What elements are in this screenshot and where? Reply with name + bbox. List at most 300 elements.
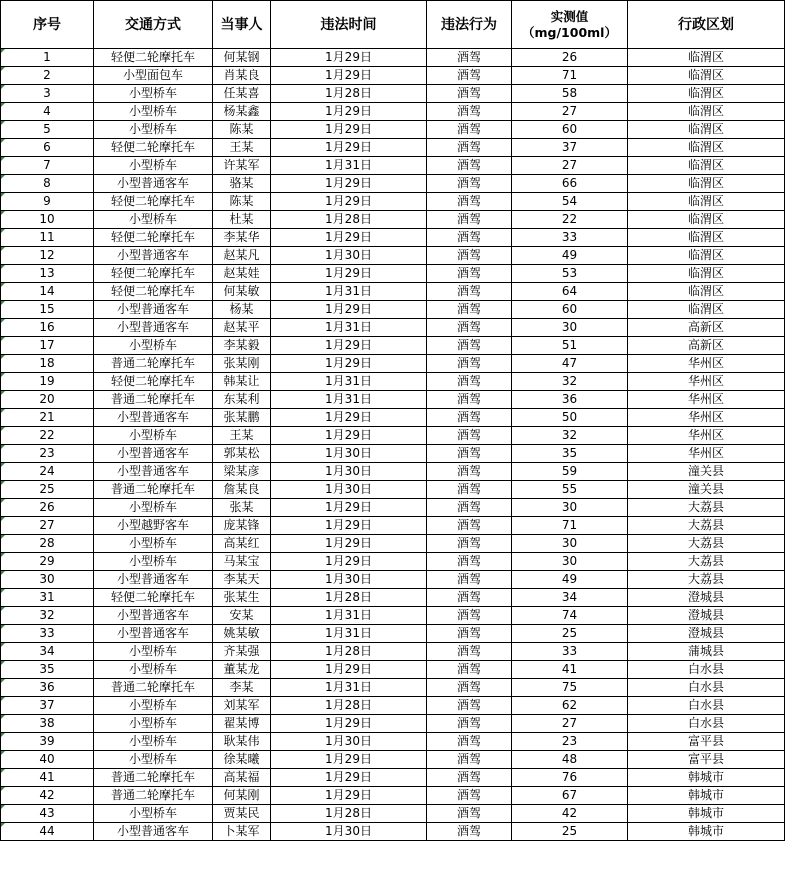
- cell-seq[interactable]: 40: [1, 751, 94, 769]
- cell-time[interactable]: 1月31日: [271, 391, 427, 409]
- cell-behavior[interactable]: 酒驾: [427, 67, 512, 85]
- cell-vehicle[interactable]: 普通二轮摩托车: [94, 481, 213, 499]
- cell-value[interactable]: 74: [512, 607, 628, 625]
- cell-seq[interactable]: 14: [1, 283, 94, 301]
- cell-district[interactable]: 韩城市: [628, 823, 785, 841]
- cell-behavior[interactable]: 酒驾: [427, 517, 512, 535]
- cell-district[interactable]: 韩城市: [628, 769, 785, 787]
- cell-time[interactable]: 1月31日: [271, 679, 427, 697]
- header-time[interactable]: 违法时间: [271, 1, 427, 49]
- cell-vehicle[interactable]: 轻便二轮摩托车: [94, 283, 213, 301]
- cell-vehicle[interactable]: 小型普通客车: [94, 175, 213, 193]
- cell-vehicle[interactable]: 小型面包车: [94, 67, 213, 85]
- cell-time[interactable]: 1月29日: [271, 229, 427, 247]
- cell-vehicle[interactable]: 小型普通客车: [94, 823, 213, 841]
- cell-seq[interactable]: 7: [1, 157, 94, 175]
- cell-district[interactable]: 高新区: [628, 337, 785, 355]
- cell-seq[interactable]: 43: [1, 805, 94, 823]
- cell-party[interactable]: 东某利: [213, 391, 271, 409]
- cell-party[interactable]: 张某鹏: [213, 409, 271, 427]
- cell-value[interactable]: 36: [512, 391, 628, 409]
- cell-vehicle[interactable]: 普通二轮摩托车: [94, 787, 213, 805]
- cell-value[interactable]: 27: [512, 157, 628, 175]
- cell-district[interactable]: 临渭区: [628, 265, 785, 283]
- cell-value[interactable]: 71: [512, 67, 628, 85]
- header-vehicle[interactable]: 交通方式: [94, 1, 213, 49]
- cell-value[interactable]: 75: [512, 679, 628, 697]
- cell-value[interactable]: 60: [512, 301, 628, 319]
- cell-vehicle[interactable]: 小型桥车: [94, 85, 213, 103]
- cell-seq[interactable]: 31: [1, 589, 94, 607]
- cell-behavior[interactable]: 酒驾: [427, 553, 512, 571]
- cell-vehicle[interactable]: 轻便二轮摩托车: [94, 193, 213, 211]
- cell-party[interactable]: 翟某博: [213, 715, 271, 733]
- cell-behavior[interactable]: 酒驾: [427, 265, 512, 283]
- cell-time[interactable]: 1月30日: [271, 823, 427, 841]
- cell-district[interactable]: 临渭区: [628, 283, 785, 301]
- cell-seq[interactable]: 18: [1, 355, 94, 373]
- cell-party[interactable]: 赵某娃: [213, 265, 271, 283]
- cell-time[interactable]: 1月28日: [271, 85, 427, 103]
- cell-district[interactable]: 大荔县: [628, 517, 785, 535]
- cell-time[interactable]: 1月29日: [271, 751, 427, 769]
- cell-district[interactable]: 大荔县: [628, 571, 785, 589]
- cell-time[interactable]: 1月29日: [271, 193, 427, 211]
- cell-behavior[interactable]: 酒驾: [427, 589, 512, 607]
- cell-value[interactable]: 30: [512, 553, 628, 571]
- cell-time[interactable]: 1月29日: [271, 103, 427, 121]
- cell-party[interactable]: 任某喜: [213, 85, 271, 103]
- cell-vehicle[interactable]: 普通二轮摩托车: [94, 391, 213, 409]
- cell-party[interactable]: 韩某让: [213, 373, 271, 391]
- cell-party[interactable]: 耿某伟: [213, 733, 271, 751]
- cell-behavior[interactable]: 酒驾: [427, 247, 512, 265]
- cell-value[interactable]: 41: [512, 661, 628, 679]
- cell-party[interactable]: 王某: [213, 139, 271, 157]
- cell-seq[interactable]: 37: [1, 697, 94, 715]
- cell-party[interactable]: 王某: [213, 427, 271, 445]
- cell-vehicle[interactable]: 小型桥车: [94, 805, 213, 823]
- cell-district[interactable]: 白水县: [628, 715, 785, 733]
- cell-vehicle[interactable]: 轻便二轮摩托车: [94, 589, 213, 607]
- cell-district[interactable]: 临渭区: [628, 193, 785, 211]
- cell-value[interactable]: 47: [512, 355, 628, 373]
- cell-behavior[interactable]: 酒驾: [427, 733, 512, 751]
- cell-value[interactable]: 22: [512, 211, 628, 229]
- cell-time[interactable]: 1月30日: [271, 481, 427, 499]
- cell-district[interactable]: 临渭区: [628, 175, 785, 193]
- cell-vehicle[interactable]: 小型普通客车: [94, 409, 213, 427]
- cell-seq[interactable]: 28: [1, 535, 94, 553]
- cell-time[interactable]: 1月29日: [271, 49, 427, 67]
- cell-value[interactable]: 30: [512, 535, 628, 553]
- cell-behavior[interactable]: 酒驾: [427, 229, 512, 247]
- cell-party[interactable]: 李某华: [213, 229, 271, 247]
- cell-time[interactable]: 1月29日: [271, 121, 427, 139]
- cell-behavior[interactable]: 酒驾: [427, 697, 512, 715]
- cell-vehicle[interactable]: 小型越野客车: [94, 517, 213, 535]
- cell-value[interactable]: 30: [512, 319, 628, 337]
- cell-value[interactable]: 42: [512, 805, 628, 823]
- cell-party[interactable]: 赵某凡: [213, 247, 271, 265]
- cell-district[interactable]: 白水县: [628, 697, 785, 715]
- cell-party[interactable]: 卜某军: [213, 823, 271, 841]
- cell-value[interactable]: 33: [512, 229, 628, 247]
- cell-behavior[interactable]: 酒驾: [427, 157, 512, 175]
- cell-district[interactable]: 临渭区: [628, 211, 785, 229]
- cell-party[interactable]: 陈某: [213, 121, 271, 139]
- cell-vehicle[interactable]: 小型桥车: [94, 715, 213, 733]
- cell-party[interactable]: 李某毅: [213, 337, 271, 355]
- cell-value[interactable]: 34: [512, 589, 628, 607]
- cell-value[interactable]: 71: [512, 517, 628, 535]
- cell-behavior[interactable]: 酒驾: [427, 445, 512, 463]
- cell-party[interactable]: 马某宝: [213, 553, 271, 571]
- cell-party[interactable]: 董某龙: [213, 661, 271, 679]
- cell-value[interactable]: 26: [512, 49, 628, 67]
- cell-behavior[interactable]: 酒驾: [427, 481, 512, 499]
- cell-party[interactable]: 李某天: [213, 571, 271, 589]
- cell-seq[interactable]: 44: [1, 823, 94, 841]
- cell-seq[interactable]: 6: [1, 139, 94, 157]
- cell-vehicle[interactable]: 小型桥车: [94, 427, 213, 445]
- cell-value[interactable]: 35: [512, 445, 628, 463]
- cell-district[interactable]: 临渭区: [628, 49, 785, 67]
- cell-value[interactable]: 32: [512, 427, 628, 445]
- cell-seq[interactable]: 5: [1, 121, 94, 139]
- cell-value[interactable]: 48: [512, 751, 628, 769]
- cell-behavior[interactable]: 酒驾: [427, 463, 512, 481]
- cell-district[interactable]: 大荔县: [628, 535, 785, 553]
- cell-vehicle[interactable]: 普通二轮摩托车: [94, 769, 213, 787]
- cell-vehicle[interactable]: 小型桥车: [94, 535, 213, 553]
- cell-time[interactable]: 1月28日: [271, 211, 427, 229]
- cell-district[interactable]: 华州区: [628, 445, 785, 463]
- cell-value[interactable]: 64: [512, 283, 628, 301]
- cell-time[interactable]: 1月30日: [271, 445, 427, 463]
- cell-behavior[interactable]: 酒驾: [427, 571, 512, 589]
- cell-party[interactable]: 杨某鑫: [213, 103, 271, 121]
- cell-time[interactable]: 1月29日: [271, 355, 427, 373]
- cell-district[interactable]: 临渭区: [628, 85, 785, 103]
- cell-vehicle[interactable]: 小型普通客车: [94, 625, 213, 643]
- cell-seq[interactable]: 36: [1, 679, 94, 697]
- cell-value[interactable]: 76: [512, 769, 628, 787]
- cell-seq[interactable]: 4: [1, 103, 94, 121]
- cell-value[interactable]: 59: [512, 463, 628, 481]
- cell-time[interactable]: 1月28日: [271, 697, 427, 715]
- cell-district[interactable]: 白水县: [628, 661, 785, 679]
- cell-vehicle[interactable]: 普通二轮摩托车: [94, 679, 213, 697]
- header-district[interactable]: 行政区划: [628, 1, 785, 49]
- cell-behavior[interactable]: 酒驾: [427, 283, 512, 301]
- cell-seq[interactable]: 35: [1, 661, 94, 679]
- cell-seq[interactable]: 8: [1, 175, 94, 193]
- cell-party[interactable]: 肖某良: [213, 67, 271, 85]
- cell-time[interactable]: 1月31日: [271, 283, 427, 301]
- cell-value[interactable]: 60: [512, 121, 628, 139]
- cell-time[interactable]: 1月29日: [271, 499, 427, 517]
- cell-behavior[interactable]: 酒驾: [427, 679, 512, 697]
- cell-behavior[interactable]: 酒驾: [427, 535, 512, 553]
- cell-district[interactable]: 华州区: [628, 427, 785, 445]
- cell-seq[interactable]: 30: [1, 571, 94, 589]
- cell-value[interactable]: 25: [512, 823, 628, 841]
- cell-party[interactable]: 齐某强: [213, 643, 271, 661]
- cell-time[interactable]: 1月30日: [271, 247, 427, 265]
- cell-behavior[interactable]: 酒驾: [427, 409, 512, 427]
- cell-time[interactable]: 1月30日: [271, 733, 427, 751]
- cell-party[interactable]: 李某: [213, 679, 271, 697]
- cell-behavior[interactable]: 酒驾: [427, 85, 512, 103]
- cell-time[interactable]: 1月30日: [271, 463, 427, 481]
- cell-seq[interactable]: 42: [1, 787, 94, 805]
- cell-party[interactable]: 徐某曦: [213, 751, 271, 769]
- cell-time[interactable]: 1月29日: [271, 265, 427, 283]
- cell-party[interactable]: 贾某民: [213, 805, 271, 823]
- cell-vehicle[interactable]: 轻便二轮摩托车: [94, 265, 213, 283]
- cell-time[interactable]: 1月29日: [271, 301, 427, 319]
- cell-vehicle[interactable]: 轻便二轮摩托车: [94, 229, 213, 247]
- cell-district[interactable]: 蒲城县: [628, 643, 785, 661]
- cell-party[interactable]: 杜某: [213, 211, 271, 229]
- cell-party[interactable]: 杨某: [213, 301, 271, 319]
- cell-behavior[interactable]: 酒驾: [427, 49, 512, 67]
- cell-party[interactable]: 高某红: [213, 535, 271, 553]
- cell-time[interactable]: 1月28日: [271, 643, 427, 661]
- cell-time[interactable]: 1月29日: [271, 139, 427, 157]
- cell-vehicle[interactable]: 小型桥车: [94, 337, 213, 355]
- cell-time[interactable]: 1月29日: [271, 535, 427, 553]
- cell-time[interactable]: 1月29日: [271, 67, 427, 85]
- cell-behavior[interactable]: 酒驾: [427, 391, 512, 409]
- cell-district[interactable]: 富平县: [628, 733, 785, 751]
- cell-time[interactable]: 1月29日: [271, 553, 427, 571]
- cell-time[interactable]: 1月29日: [271, 769, 427, 787]
- cell-seq[interactable]: 19: [1, 373, 94, 391]
- cell-value[interactable]: 27: [512, 715, 628, 733]
- cell-seq[interactable]: 2: [1, 67, 94, 85]
- cell-behavior[interactable]: 酒驾: [427, 103, 512, 121]
- cell-district[interactable]: 临渭区: [628, 139, 785, 157]
- cell-seq[interactable]: 1: [1, 49, 94, 67]
- cell-time[interactable]: 1月29日: [271, 517, 427, 535]
- cell-behavior[interactable]: 酒驾: [427, 301, 512, 319]
- cell-time[interactable]: 1月31日: [271, 607, 427, 625]
- cell-district[interactable]: 华州区: [628, 355, 785, 373]
- cell-behavior[interactable]: 酒驾: [427, 121, 512, 139]
- cell-district[interactable]: 大荔县: [628, 499, 785, 517]
- cell-value[interactable]: 62: [512, 697, 628, 715]
- cell-time[interactable]: 1月29日: [271, 337, 427, 355]
- cell-seq[interactable]: 17: [1, 337, 94, 355]
- cell-district[interactable]: 白水县: [628, 679, 785, 697]
- cell-value[interactable]: 67: [512, 787, 628, 805]
- cell-district[interactable]: 临渭区: [628, 157, 785, 175]
- cell-district[interactable]: 临渭区: [628, 121, 785, 139]
- cell-time[interactable]: 1月31日: [271, 319, 427, 337]
- cell-behavior[interactable]: 酒驾: [427, 355, 512, 373]
- cell-party[interactable]: 梁某彦: [213, 463, 271, 481]
- cell-seq[interactable]: 9: [1, 193, 94, 211]
- cell-party[interactable]: 何某刚: [213, 787, 271, 805]
- cell-vehicle[interactable]: 小型普通客车: [94, 445, 213, 463]
- cell-vehicle[interactable]: 轻便二轮摩托车: [94, 139, 213, 157]
- cell-district[interactable]: 韩城市: [628, 805, 785, 823]
- cell-value[interactable]: 58: [512, 85, 628, 103]
- cell-value[interactable]: 50: [512, 409, 628, 427]
- cell-district[interactable]: 华州区: [628, 391, 785, 409]
- cell-time[interactable]: 1月29日: [271, 715, 427, 733]
- cell-district[interactable]: 潼关县: [628, 481, 785, 499]
- cell-vehicle[interactable]: 小型普通客车: [94, 607, 213, 625]
- cell-district[interactable]: 大荔县: [628, 553, 785, 571]
- header-seq[interactable]: 序号: [1, 1, 94, 49]
- cell-seq[interactable]: 34: [1, 643, 94, 661]
- cell-district[interactable]: 临渭区: [628, 103, 785, 121]
- cell-district[interactable]: 临渭区: [628, 229, 785, 247]
- cell-vehicle[interactable]: 小型桥车: [94, 211, 213, 229]
- cell-behavior[interactable]: 酒驾: [427, 751, 512, 769]
- cell-vehicle[interactable]: 小型桥车: [94, 499, 213, 517]
- cell-party[interactable]: 庞某锋: [213, 517, 271, 535]
- cell-seq[interactable]: 29: [1, 553, 94, 571]
- cell-party[interactable]: 赵某平: [213, 319, 271, 337]
- cell-behavior[interactable]: 酒驾: [427, 769, 512, 787]
- cell-seq[interactable]: 3: [1, 85, 94, 103]
- cell-party[interactable]: 高某福: [213, 769, 271, 787]
- cell-vehicle[interactable]: 普通二轮摩托车: [94, 355, 213, 373]
- cell-seq[interactable]: 41: [1, 769, 94, 787]
- cell-district[interactable]: 澄城县: [628, 607, 785, 625]
- cell-time[interactable]: 1月28日: [271, 805, 427, 823]
- cell-behavior[interactable]: 酒驾: [427, 715, 512, 733]
- cell-district[interactable]: 华州区: [628, 373, 785, 391]
- cell-value[interactable]: 33: [512, 643, 628, 661]
- cell-vehicle[interactable]: 小型桥车: [94, 661, 213, 679]
- cell-vehicle[interactable]: 小型桥车: [94, 553, 213, 571]
- cell-seq[interactable]: 11: [1, 229, 94, 247]
- cell-behavior[interactable]: 酒驾: [427, 175, 512, 193]
- cell-time[interactable]: 1月29日: [271, 661, 427, 679]
- cell-value[interactable]: 27: [512, 103, 628, 121]
- cell-seq[interactable]: 15: [1, 301, 94, 319]
- cell-party[interactable]: 张某: [213, 499, 271, 517]
- cell-district[interactable]: 华州区: [628, 409, 785, 427]
- cell-behavior[interactable]: 酒驾: [427, 193, 512, 211]
- cell-vehicle[interactable]: 轻便二轮摩托车: [94, 373, 213, 391]
- cell-vehicle[interactable]: 小型普通客车: [94, 247, 213, 265]
- cell-value[interactable]: 25: [512, 625, 628, 643]
- cell-behavior[interactable]: 酒驾: [427, 643, 512, 661]
- cell-seq[interactable]: 27: [1, 517, 94, 535]
- cell-district[interactable]: 富平县: [628, 751, 785, 769]
- cell-vehicle[interactable]: 小型普通客车: [94, 319, 213, 337]
- cell-vehicle[interactable]: 小型桥车: [94, 121, 213, 139]
- cell-party[interactable]: 骆某: [213, 175, 271, 193]
- cell-time[interactable]: 1月31日: [271, 373, 427, 391]
- cell-time[interactable]: 1月29日: [271, 175, 427, 193]
- cell-district[interactable]: 澄城县: [628, 589, 785, 607]
- cell-value[interactable]: 55: [512, 481, 628, 499]
- cell-behavior[interactable]: 酒驾: [427, 787, 512, 805]
- cell-behavior[interactable]: 酒驾: [427, 337, 512, 355]
- cell-time[interactable]: 1月31日: [271, 157, 427, 175]
- cell-behavior[interactable]: 酒驾: [427, 139, 512, 157]
- cell-time[interactable]: 1月28日: [271, 589, 427, 607]
- cell-behavior[interactable]: 酒驾: [427, 805, 512, 823]
- cell-district[interactable]: 韩城市: [628, 787, 785, 805]
- cell-value[interactable]: 49: [512, 247, 628, 265]
- cell-party[interactable]: 张某生: [213, 589, 271, 607]
- cell-time[interactable]: 1月29日: [271, 787, 427, 805]
- cell-district[interactable]: 临渭区: [628, 247, 785, 265]
- cell-vehicle[interactable]: 小型普通客车: [94, 463, 213, 481]
- cell-vehicle[interactable]: 小型桥车: [94, 157, 213, 175]
- cell-vehicle[interactable]: 小型普通客车: [94, 571, 213, 589]
- cell-party[interactable]: 张某刚: [213, 355, 271, 373]
- cell-value[interactable]: 53: [512, 265, 628, 283]
- cell-party[interactable]: 许某军: [213, 157, 271, 175]
- cell-value[interactable]: 32: [512, 373, 628, 391]
- cell-seq[interactable]: 25: [1, 481, 94, 499]
- cell-seq[interactable]: 38: [1, 715, 94, 733]
- cell-seq[interactable]: 21: [1, 409, 94, 427]
- cell-vehicle[interactable]: 小型桥车: [94, 733, 213, 751]
- cell-seq[interactable]: 10: [1, 211, 94, 229]
- cell-party[interactable]: 姚某敏: [213, 625, 271, 643]
- cell-value[interactable]: 30: [512, 499, 628, 517]
- cell-vehicle[interactable]: 轻便二轮摩托车: [94, 49, 213, 67]
- cell-vehicle[interactable]: 小型桥车: [94, 697, 213, 715]
- cell-seq[interactable]: 13: [1, 265, 94, 283]
- cell-behavior[interactable]: 酒驾: [427, 373, 512, 391]
- cell-time[interactable]: 1月29日: [271, 427, 427, 445]
- cell-vehicle[interactable]: 小型桥车: [94, 751, 213, 769]
- cell-party[interactable]: 陈某: [213, 193, 271, 211]
- header-behavior[interactable]: 违法行为: [427, 1, 512, 49]
- cell-district[interactable]: 澄城县: [628, 625, 785, 643]
- cell-seq[interactable]: 33: [1, 625, 94, 643]
- cell-vehicle[interactable]: 小型桥车: [94, 103, 213, 121]
- cell-seq[interactable]: 16: [1, 319, 94, 337]
- cell-time[interactable]: 1月31日: [271, 625, 427, 643]
- header-value[interactable]: [512, 1, 628, 49]
- cell-seq[interactable]: 23: [1, 445, 94, 463]
- cell-seq[interactable]: 20: [1, 391, 94, 409]
- cell-seq[interactable]: 26: [1, 499, 94, 517]
- cell-behavior[interactable]: 酒驾: [427, 625, 512, 643]
- cell-behavior[interactable]: 酒驾: [427, 427, 512, 445]
- cell-party[interactable]: 何某敏: [213, 283, 271, 301]
- cell-value[interactable]: 37: [512, 139, 628, 157]
- cell-behavior[interactable]: 酒驾: [427, 211, 512, 229]
- cell-behavior[interactable]: 酒驾: [427, 319, 512, 337]
- cell-behavior[interactable]: 酒驾: [427, 607, 512, 625]
- cell-behavior[interactable]: 酒驾: [427, 823, 512, 841]
- cell-time[interactable]: 1月30日: [271, 571, 427, 589]
- cell-party[interactable]: 郭某松: [213, 445, 271, 463]
- header-party[interactable]: 当事人: [213, 1, 271, 49]
- cell-behavior[interactable]: 酒驾: [427, 661, 512, 679]
- cell-vehicle[interactable]: 小型普通客车: [94, 301, 213, 319]
- cell-seq[interactable]: 39: [1, 733, 94, 751]
- cell-vehicle[interactable]: 小型桥车: [94, 643, 213, 661]
- cell-party[interactable]: 詹某良: [213, 481, 271, 499]
- cell-value[interactable]: 49: [512, 571, 628, 589]
- cell-party[interactable]: 安某: [213, 607, 271, 625]
- cell-district[interactable]: 高新区: [628, 319, 785, 337]
